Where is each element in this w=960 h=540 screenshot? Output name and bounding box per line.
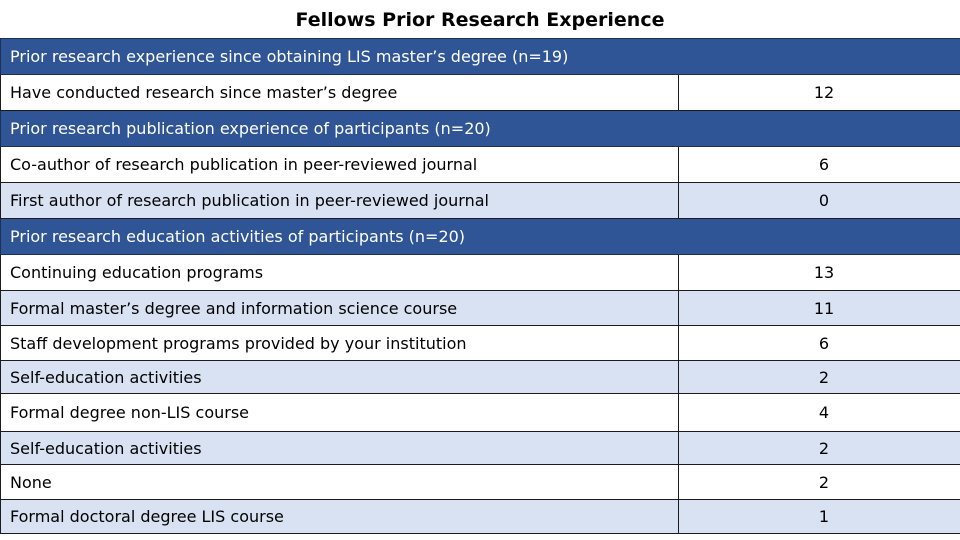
row-value: 2 [679, 432, 960, 465]
row-value: 4 [679, 394, 960, 432]
row-label: Self-education activities [1, 361, 679, 394]
row-label: None [1, 465, 679, 500]
section-header-row [1, 111, 960, 147]
row-value: 0 [679, 183, 960, 219]
table-row [1, 147, 960, 183]
table-row [1, 326, 960, 361]
row-value: 2 [679, 361, 960, 394]
row-value: 6 [679, 147, 960, 183]
table-row [1, 361, 960, 394]
row-value: 13 [679, 255, 960, 291]
table-title: Fellows Prior Research Experience [295, 9, 665, 31]
experience-table [0, 38, 960, 534]
table-row [1, 75, 960, 111]
section-header: Prior research experience since obtaining LIS master’s degree (n=19) [1, 39, 960, 75]
row-label: Formal master’s degree and information science course [1, 291, 679, 326]
row-label: Formal degree non-LIS course [1, 394, 679, 432]
row-value: 6 [679, 326, 960, 361]
section-header: Prior research publication experience of participants (n=20) [1, 111, 960, 147]
row-label: Self-education activities [1, 432, 679, 465]
row-value: 11 [679, 291, 960, 326]
row-value: 1 [679, 500, 960, 534]
section-header: Prior research education activities of participants (n=20) [1, 219, 960, 255]
table-row [1, 394, 960, 432]
row-value: 2 [679, 465, 960, 500]
table-row [1, 465, 960, 500]
row-label: Continuing education programs [1, 255, 679, 291]
row-label: First author of research publication in peer-reviewed journal [1, 183, 679, 219]
table-row [1, 432, 960, 465]
row-label: Staff development programs provided by your institution [1, 326, 679, 361]
table-row [1, 291, 960, 326]
table-row [1, 183, 960, 219]
table-row [1, 255, 960, 291]
row-label: Have conducted research since master’s degree [1, 75, 679, 111]
table-row [1, 500, 960, 534]
row-label: Co-author of research publication in peer-reviewed journal [1, 147, 679, 183]
row-value: 12 [679, 75, 960, 111]
row-label: Formal doctoral degree LIS course [1, 500, 679, 534]
section-header-row [1, 39, 960, 75]
section-header-row [1, 219, 960, 255]
